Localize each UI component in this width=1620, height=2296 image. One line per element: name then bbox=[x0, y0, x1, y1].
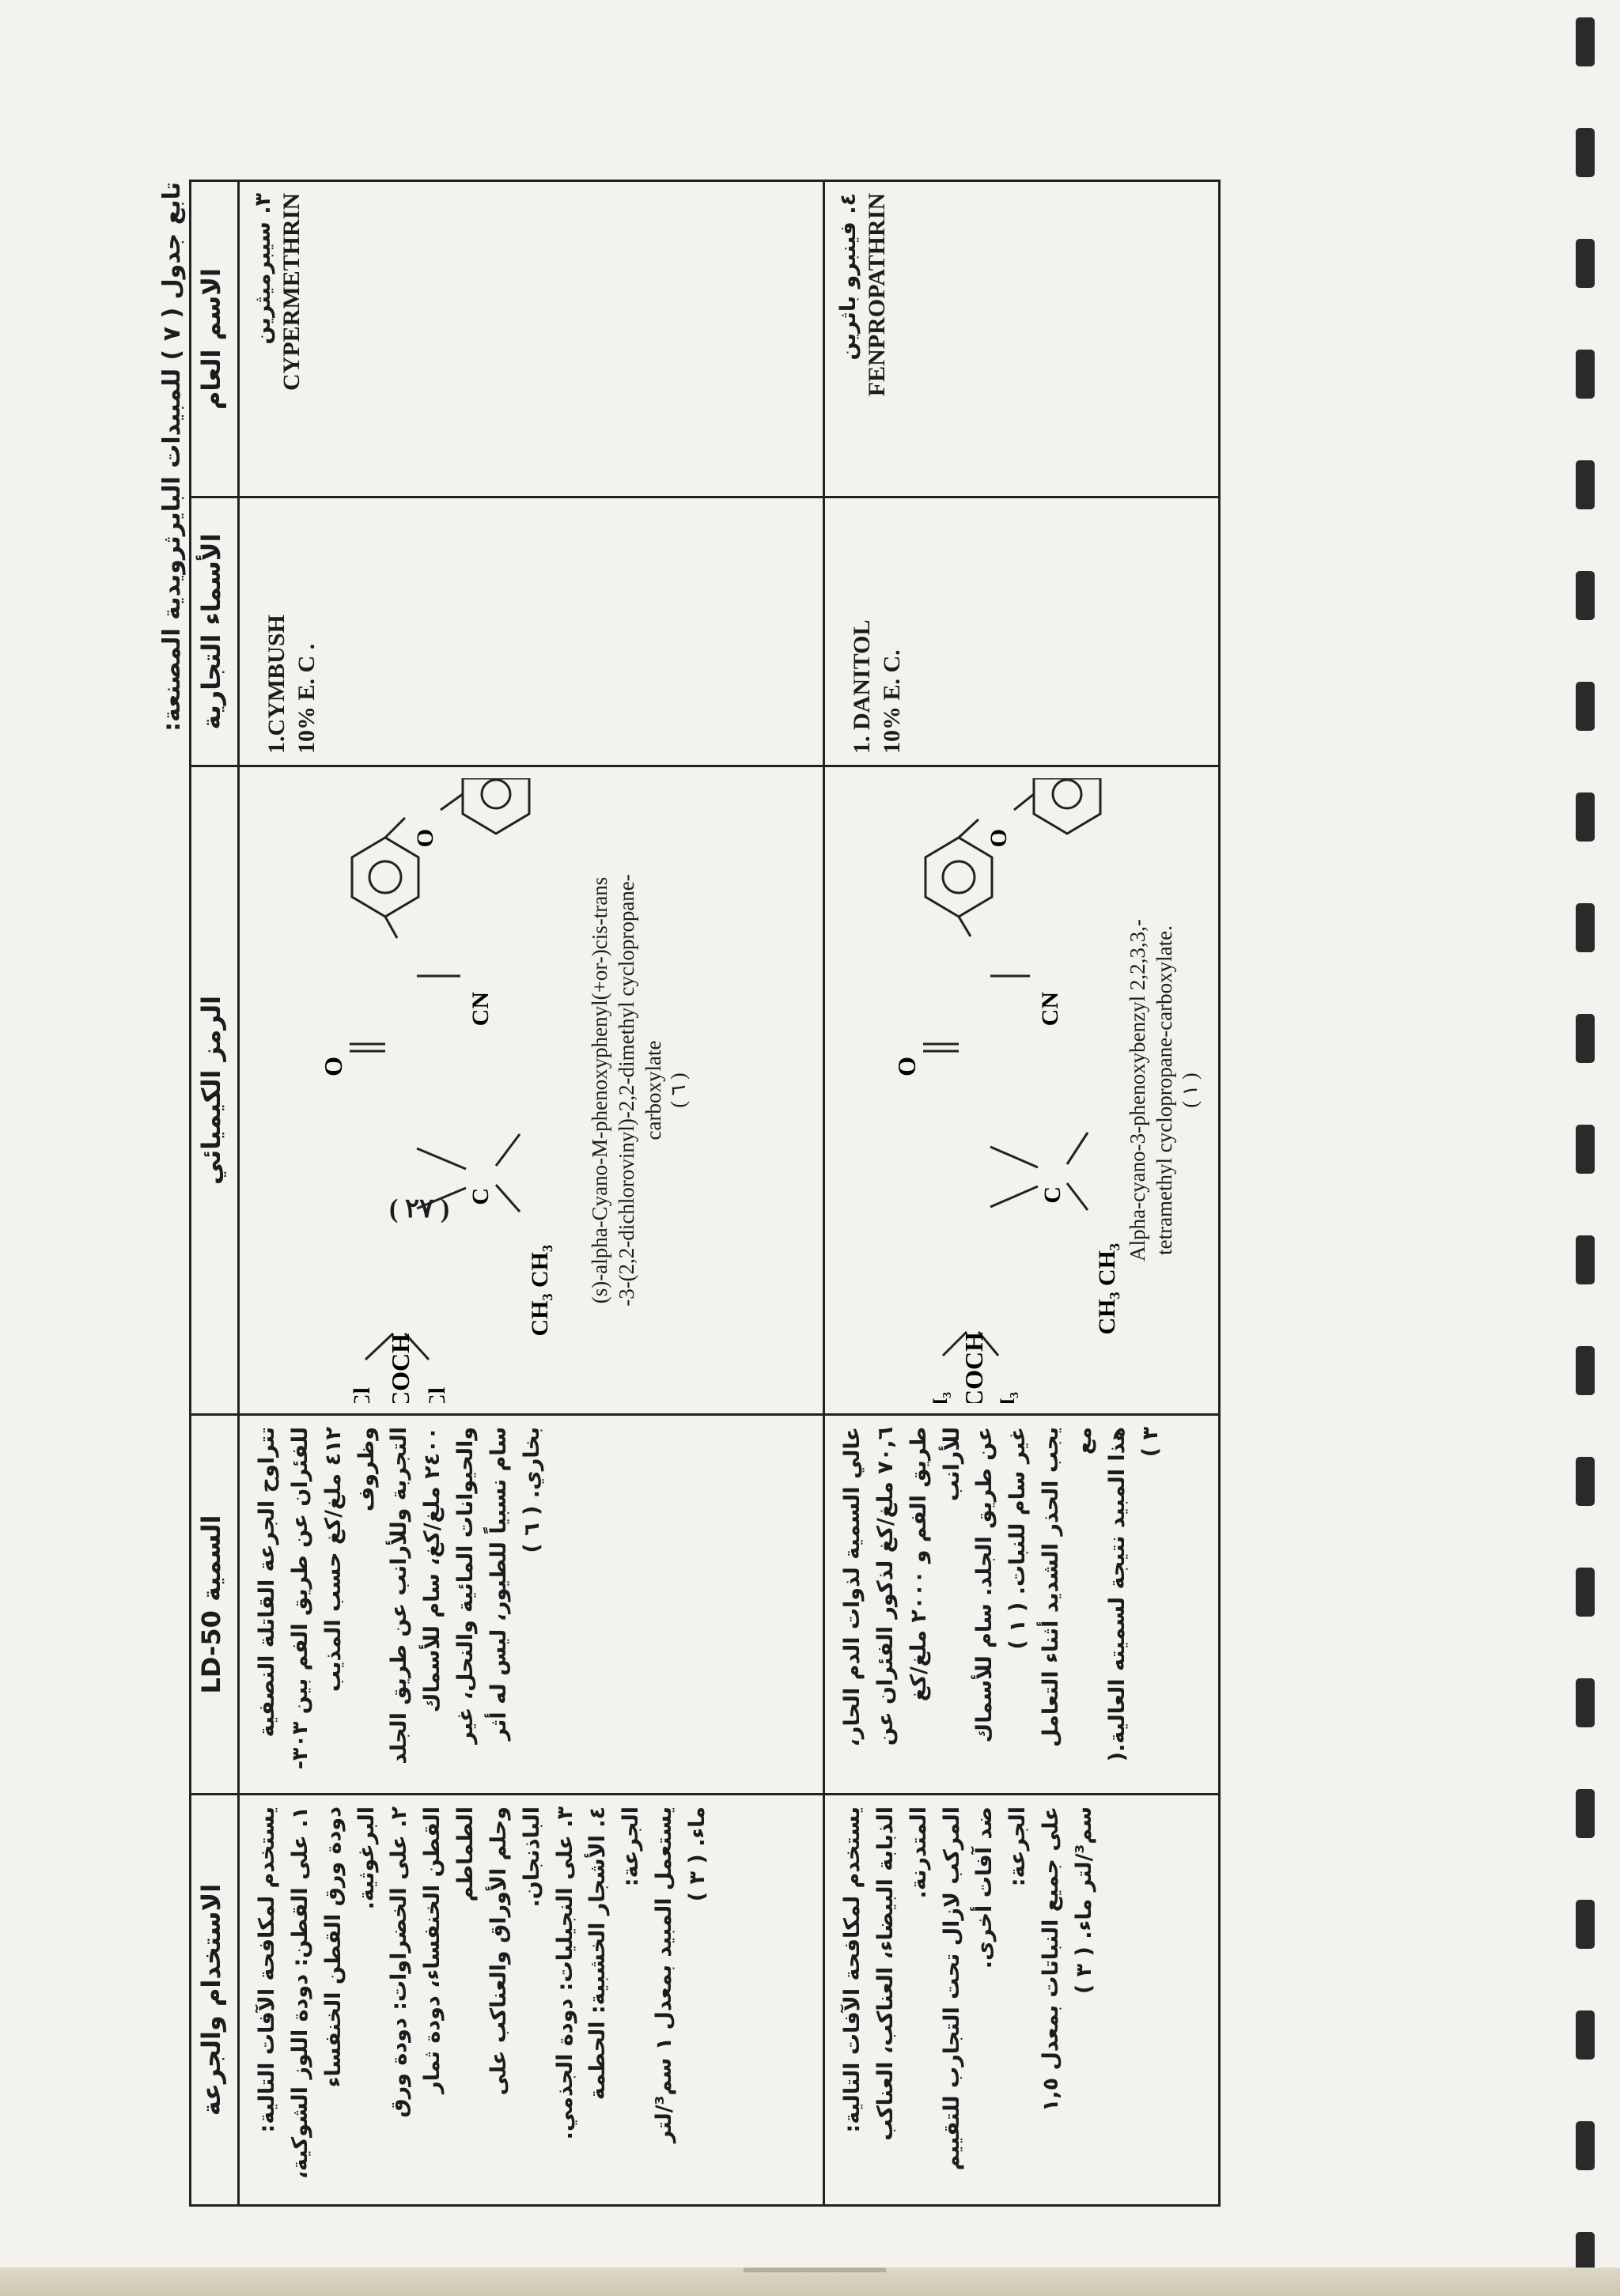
use-line: البرغوثية. bbox=[354, 1806, 379, 1910]
use-line: الباذنجان. bbox=[519, 1806, 544, 1908]
header-chemical-formula: الرمز الكيميائي bbox=[191, 766, 239, 1415]
toxicity-line: للفئران عن طريق الفم بين ٣٠٣- bbox=[287, 1427, 312, 1770]
use-line: الذبابة البيضاء، العناكب، العناكب bbox=[872, 1806, 898, 2141]
binding-hole bbox=[1576, 903, 1595, 952]
chemical-name-line: carboxylate bbox=[641, 1040, 665, 1140]
toxicity-line: عالي السمية لذوات الدم الحار، bbox=[840, 1427, 865, 1747]
binding-hole bbox=[1576, 682, 1595, 731]
use-line: على جميع النباتات بمعدل ١,٥ bbox=[1039, 1806, 1064, 2113]
table-title: تابع جدول ( ٧ ) للمبيدات البايرثرويدية المصنعة: bbox=[158, 182, 186, 732]
chemical-reference: ( ٦ ) bbox=[667, 1072, 691, 1108]
use-line: سم³/لتر ماء. ( ٣ ) bbox=[1071, 1806, 1096, 1995]
binding-hole bbox=[1576, 571, 1595, 620]
struct-left-atom-bottom bbox=[996, 1392, 1019, 1403]
use-text bbox=[251, 1806, 714, 2193]
struct-left-atom-top: Cl bbox=[349, 1387, 375, 1403]
toxicity-line: عن طريق الجلد. سام للأسماك bbox=[972, 1427, 997, 1743]
toxicity-line: تتراوح الجرعة القاتلة النصفية bbox=[255, 1427, 279, 1738]
trade-name: 1.CYMBUSH bbox=[263, 615, 290, 754]
struct-cyano-group: CN bbox=[1037, 992, 1063, 1027]
struct-methyl-groups: CH₃ CH₃ bbox=[1094, 1243, 1120, 1335]
chemical-structure-diagram bbox=[836, 778, 1121, 1403]
common-name-cell bbox=[239, 181, 824, 497]
common-name-arabic: ٣. سيبرميثرين bbox=[251, 193, 275, 345]
header-common-name: الاسم العام bbox=[191, 181, 239, 497]
table-row bbox=[239, 181, 824, 2206]
struct-left-atom-top bbox=[929, 1392, 952, 1403]
chemical-structure-diagram bbox=[251, 778, 583, 1403]
chemical-name-line: tetramethyl cyclopropane-carboxylate. bbox=[1152, 925, 1176, 1255]
binding-hole bbox=[1576, 460, 1595, 509]
use-line: ضد آفات أخرى. bbox=[972, 1806, 997, 1969]
benzene-ring-2 bbox=[1034, 778, 1100, 834]
trade-formulation: 10% E. C . bbox=[293, 643, 320, 754]
common-name-english: FENPROPATHRIN bbox=[864, 193, 890, 397]
page-number: ( ٢٧ ) bbox=[389, 1194, 450, 1224]
use-line: المتدرنة. bbox=[906, 1806, 931, 1899]
struct-carbonyl-o: O bbox=[892, 1057, 921, 1076]
binding-hole bbox=[1576, 1457, 1595, 1506]
benzene-ring-1 bbox=[925, 838, 992, 917]
table-header-row bbox=[191, 181, 239, 2206]
trade-names-cell bbox=[824, 497, 1220, 766]
use-line: القطن الخنفساء، دودة ثمار الطماطم bbox=[420, 1806, 479, 2094]
binding-hole bbox=[1576, 1678, 1595, 1727]
toxicity-line: والحيوانات المائية والنحل، غير bbox=[453, 1427, 479, 1744]
use-line: وحلم الأوراق والعناكب على bbox=[486, 1806, 511, 2096]
toxicity-cell bbox=[239, 1415, 824, 1795]
benzene-ring-1 bbox=[352, 838, 418, 917]
header-trade-names: الأسماء التجارية bbox=[191, 497, 239, 766]
toxicity-line: غير سام للنبات. ( ١ ) bbox=[1005, 1427, 1031, 1650]
use-line: ٤. الأشجار الخشبية: الحطمة bbox=[585, 1806, 611, 2101]
toxicity-line: التجربة وللأرانب عن طريق الجلد bbox=[387, 1427, 412, 1765]
binding-hole bbox=[1576, 1125, 1595, 1174]
chemical-formula-cell bbox=[239, 766, 824, 1415]
trade-names-cell bbox=[239, 497, 824, 766]
use-line: ٣. على النجيليات: دودة الجذمي. bbox=[552, 1806, 577, 2140]
binding-hole bbox=[1576, 1014, 1595, 1063]
binding-hole bbox=[1576, 1235, 1595, 1284]
struct-ether-o: O bbox=[986, 829, 1012, 848]
chemical-name bbox=[1125, 778, 1179, 1402]
binding-hole bbox=[1576, 792, 1595, 842]
toxicity-line: يجب الحذر الشديد أثناء التعامل مع bbox=[1039, 1427, 1096, 1747]
binding-hole bbox=[1576, 1346, 1595, 1395]
use-line: ٢. على الخضراوات: دودة ورق bbox=[387, 1806, 412, 2118]
chemical-name bbox=[587, 778, 667, 1402]
use-and-dose-cell bbox=[239, 1795, 824, 2206]
chemical-name-line: -3-(2,2-dichlorovinyl)-2,2-dimethyl cyclopropane- bbox=[614, 874, 638, 1307]
common-name-cell bbox=[824, 181, 1220, 497]
benzene-ring-2 bbox=[463, 778, 529, 834]
common-name-arabic: ٤. فينبرو باثرين bbox=[836, 193, 861, 361]
binding-hole bbox=[1576, 128, 1595, 177]
struct-methyl-groups: CH₃ CH₃ bbox=[527, 1245, 553, 1337]
use-line: يستخدم لمكافحة الآفات التالية: bbox=[255, 1806, 279, 2133]
toxicity-cell bbox=[824, 1415, 1220, 1795]
use-line: يستعمل المبيد بمعدل ١ سم³/لتر bbox=[652, 1806, 677, 2143]
rotated-page-content bbox=[158, 182, 1218, 2207]
binding-hole bbox=[1576, 2121, 1595, 2170]
binding-hole bbox=[1576, 1568, 1595, 1617]
toxicity-line: ٢٤٠٠ ملغ/كغ، سام للأسماك bbox=[420, 1427, 445, 1713]
chemical-name-line: Alpha-cyano-3-phenoxybenzyl 2,2,3,3,- bbox=[1126, 919, 1149, 1261]
pyrethroid-table bbox=[189, 180, 1221, 2207]
trade-name: 1. DANITOL bbox=[849, 619, 875, 754]
toxicity-line: هذا المبيد نتيجة لسميته العالية.( ٣ ) bbox=[1104, 1427, 1163, 1762]
toxicity-text bbox=[251, 1427, 549, 1782]
binding-hole bbox=[1576, 239, 1595, 288]
binding-shadow bbox=[744, 2268, 886, 2272]
header-toxicity: السمية LD-50 bbox=[191, 1415, 239, 1795]
chemical-reference: ( ١ ) bbox=[1178, 1072, 1202, 1108]
use-line: الجرعة: bbox=[1005, 1806, 1031, 1887]
table-row bbox=[824, 181, 1220, 2206]
binding-holes bbox=[1566, 0, 1606, 2296]
binding-hole bbox=[1576, 350, 1595, 399]
struct-left-atom-bottom: Cl bbox=[424, 1387, 450, 1403]
struct-main-chain bbox=[386, 1333, 414, 1403]
use-text bbox=[836, 1806, 1101, 2193]
use-line: الجرعة: bbox=[619, 1806, 644, 1887]
common-name-english: CYPERMETHRIN bbox=[278, 193, 305, 391]
binding-hole bbox=[1576, 17, 1595, 66]
header-use-and-dose: الاستخدام والجرعة bbox=[191, 1795, 239, 2206]
struct-ring-carbon: C bbox=[1039, 1186, 1065, 1204]
use-line: المركب لازال تحت التجارب للتقييم bbox=[939, 1806, 964, 2171]
struct-ring-carbon: C bbox=[467, 1188, 494, 1205]
struct-cyano-group: CN bbox=[467, 992, 494, 1027]
struct-carbonyl-o: O bbox=[319, 1057, 347, 1076]
toxicity-line: ٤١٢ ملغ/كغ حسب المذيب وظروف bbox=[320, 1427, 379, 1693]
binding-hole bbox=[1576, 2010, 1595, 2060]
chemical-formula-cell bbox=[824, 766, 1220, 1415]
toxicity-line: سام نسبياً للطيور، ليس له أثر bbox=[486, 1427, 511, 1741]
toxicity-line: بخاري. ( ٦ ) bbox=[519, 1427, 544, 1553]
use-line: دودة ورق القطن الخنفساء bbox=[320, 1806, 346, 2088]
toxicity-text bbox=[836, 1427, 1167, 1782]
binding-hole bbox=[1576, 1900, 1595, 1949]
chemical-name-line: (s)-alpha-Cyano-M-phenoxyphenyl(+or-)cis-trans bbox=[588, 876, 611, 1304]
struct-main-chain bbox=[960, 1332, 988, 1403]
binding-hole bbox=[1576, 1789, 1595, 1838]
use-line: ١. على القطن: دودة اللوز الشوكية، bbox=[287, 1806, 312, 2180]
use-line: ماء. ( ٣ ) bbox=[684, 1806, 710, 1902]
use-and-dose-cell bbox=[824, 1795, 1220, 2206]
trade-formulation: 10% E. C. bbox=[878, 649, 905, 754]
toxicity-line: ٧٠,٦ ملغ/كغ لذكور الفئران عن bbox=[872, 1427, 898, 1746]
toxicity-line: طريق الفم و ٢٠٠٠ ملغ/كغ للأرانب bbox=[906, 1427, 964, 1702]
use-line: يستخدم لمكافحة الآفات التالية: bbox=[840, 1806, 865, 2133]
struct-ether-o: O bbox=[412, 829, 438, 848]
